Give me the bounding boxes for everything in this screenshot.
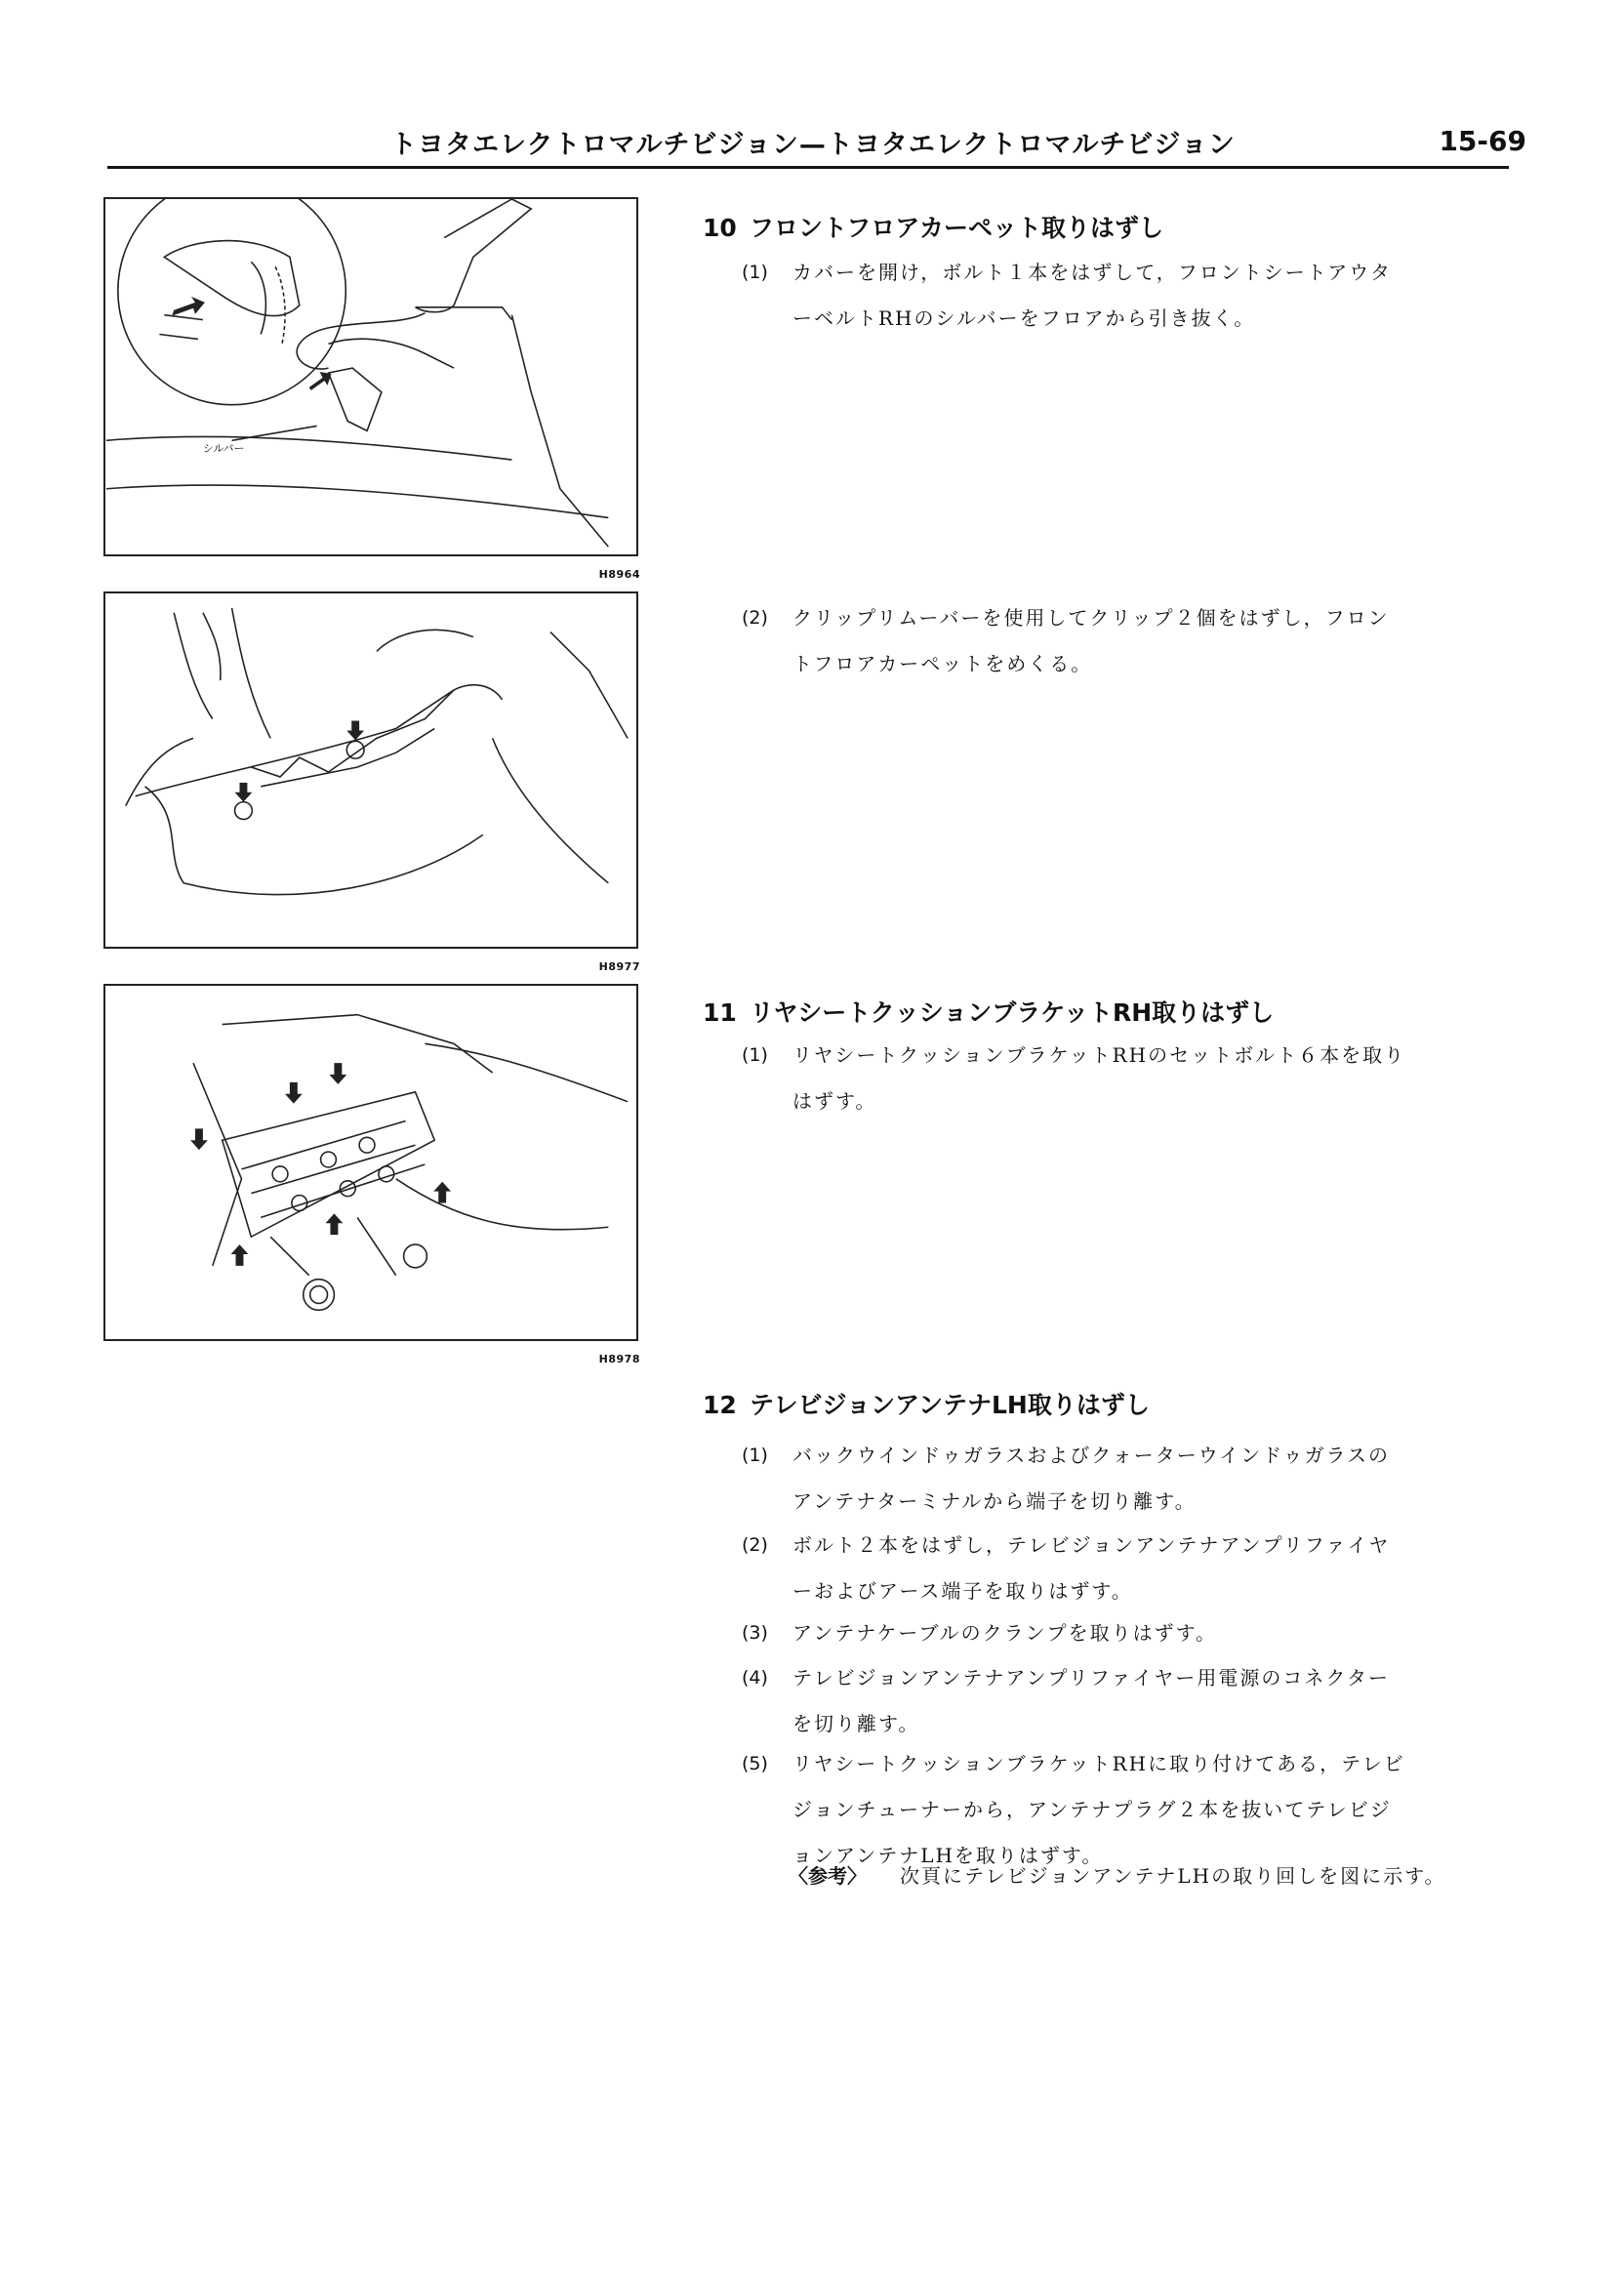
figure-floor-carpet xyxy=(103,591,638,949)
note-text: 次頁にテレビジョンアンテナLHの取り回しを図に示す。 xyxy=(900,1864,1446,1888)
step-line: ジョンチューナーから，アンテナプラグ２本を抜いてテレビジ xyxy=(792,1798,1392,1821)
step-line: ーベルトRHのシルバーをフロアから引き抜く。 xyxy=(792,306,1256,330)
page-header-title: トヨタエレクトロマルチビジョン—トヨタエレクトロマルチビジョン xyxy=(390,130,1236,160)
page-number: 15-69 xyxy=(1439,125,1526,157)
section-11-heading xyxy=(703,994,1542,1029)
step-line: トフロアカーペットをめくる。 xyxy=(792,652,1093,675)
figure-code: H8977 xyxy=(598,960,640,973)
step-mark: (5) xyxy=(742,1753,768,1774)
step-line: カバーを開け，ボルト１本をはずして，フロントシートアウタ xyxy=(792,261,1392,284)
step-mark: (2) xyxy=(742,1534,768,1556)
step-line: バックウインドゥガラスおよびクォーターウインドゥガラスの xyxy=(792,1444,1390,1467)
step-mark: (1) xyxy=(742,1044,768,1066)
section-12-step-4 xyxy=(742,1655,1513,1747)
step-mark: (3) xyxy=(742,1622,768,1644)
section-12-heading xyxy=(703,1386,1542,1421)
figure-code: H8978 xyxy=(598,1353,640,1365)
section-12-step-5 xyxy=(742,1741,1513,1879)
step-mark: (1) xyxy=(742,1445,768,1466)
section-number: 11 xyxy=(703,998,737,1027)
section-12-step-1 xyxy=(742,1433,1513,1525)
section-title: フロントフロアカーペット取りはずし xyxy=(750,214,1164,242)
reference-note xyxy=(789,1860,1530,1889)
step-line: リヤシートクッションブラケットRHに取り付けてある，テレビ xyxy=(792,1752,1405,1775)
section-number: 12 xyxy=(703,1391,737,1419)
section-12-step-2 xyxy=(742,1523,1513,1614)
seatbelt-silver-illustration xyxy=(105,199,636,554)
figure-code: H8964 xyxy=(598,568,640,581)
section-title: リヤシートクッションブラケットRH取りはずし xyxy=(750,998,1275,1027)
step-line: ョンアンテナLHを取りはずす。 xyxy=(792,1844,1104,1867)
step-line: ーおよびアース端子を取りはずす。 xyxy=(792,1579,1133,1603)
step-line: テレビジョンアンテナアンプリファイヤー用電源のコネクター xyxy=(792,1666,1390,1690)
header-rule xyxy=(107,166,1509,169)
figure-seatbelt-silver xyxy=(103,197,638,556)
step-mark: (2) xyxy=(742,607,768,629)
step-mark: (1) xyxy=(742,262,768,283)
silver-callout-label: シルバー xyxy=(202,442,245,456)
section-11-step-1 xyxy=(742,1033,1513,1124)
step-line: はずす。 xyxy=(792,1089,877,1113)
section-title: テレビジョンアンテナLH取りはずし xyxy=(750,1391,1150,1419)
section-10-heading xyxy=(703,209,1542,244)
step-line: を切り離す。 xyxy=(792,1712,920,1735)
section-10-step-1 xyxy=(742,250,1513,342)
section-12-step-3 xyxy=(742,1610,1513,1656)
floor-carpet-illustration xyxy=(105,593,636,947)
step-mark: (4) xyxy=(742,1667,768,1689)
step-line: ボルト２本をはずし，テレビジョンアンテナアンプリファイヤ xyxy=(792,1533,1391,1557)
step-line: アンテナターミナルから端子を切り離す。 xyxy=(792,1489,1197,1513)
seat-bracket-illustration xyxy=(105,986,636,1339)
section-10-step-2 xyxy=(742,595,1513,687)
figure-seat-bracket xyxy=(103,984,638,1341)
step-line: クリップリムーバーを使用してクリップ２個をはずし，フロン xyxy=(792,606,1390,630)
note-label: 〈参考〉 xyxy=(789,1864,867,1888)
step-line: アンテナケーブルのクランプを取りはずす。 xyxy=(792,1621,1217,1645)
step-line: リヤシートクッションブラケットRHのセットボルト６本を取り xyxy=(792,1043,1406,1067)
section-number: 10 xyxy=(703,214,737,242)
